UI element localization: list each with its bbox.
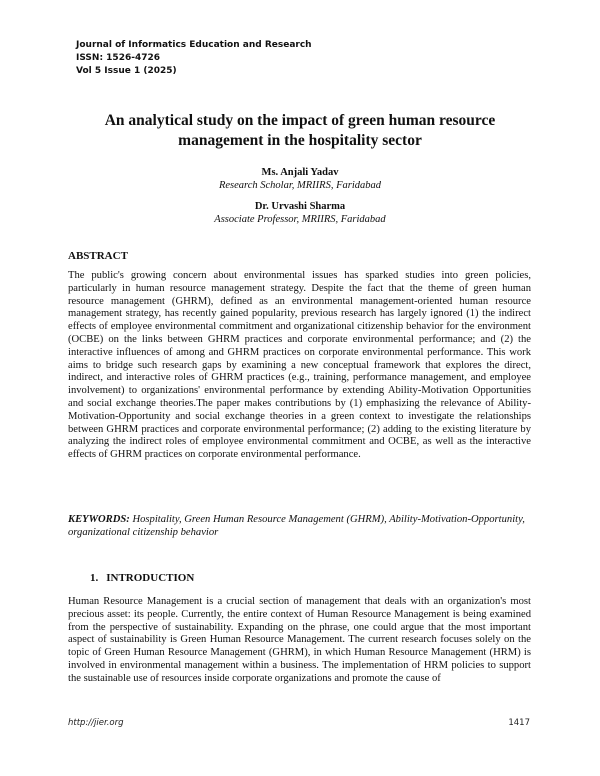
- author-affiliation: Associate Professor, MRIIRS, Faridabad: [214, 214, 386, 225]
- footer-url-link[interactable]: http://jier.org: [68, 718, 124, 728]
- paper-title: [60, 111, 540, 151]
- section-title: INTRODUCTION: [106, 572, 195, 584]
- author-block: [60, 200, 540, 226]
- paper-title-line-1: An analytical study on the impact of green human resource: [104, 112, 496, 129]
- journal-header: [76, 39, 312, 78]
- paper-title-line-2: management in the hospitality sector: [178, 132, 422, 149]
- author-affiliation: Research Scholar, MRIIRS, Faridabad: [218, 180, 382, 191]
- introduction-heading: [90, 572, 194, 584]
- keywords-label: KEYWORDS:: [68, 514, 130, 525]
- journal-issn: ISSN: 1526-4726: [76, 53, 161, 63]
- abstract-text: The public's growing concern about environmental issues has sparked studies into green policies, particularly in human resource management strategy. Despite the fact that the theme of green human resource management (GHRM), defined as an environmental management-oriented human resource management strategy, has recently gained popularity, previous research has largely ignored (1) the indirect effects of employee environmental commitment and organizational citizenship behavior for the environment (OCBE) on the links between GHRM practices and corporate environmental performance; and (2) the interactive influences of among and GHRM practices on corporate environmental performance. This work aims to bridge such research gaps by examining a new conceptual framework that explores the direct, indirect, and interactive roles of GHRM practices (e.g., training, performance management, and employee involvement) to organizations' environmental performance by extending Ability-Motivation Opportunities and social exchange theories.The paper makes contributions by (1) emphasizing the relevance of Ability-Motivation-Opportunity and social exchange theories in a green context to investigate the relationships between GHRM practices and corporate environmental performance; (2) adding to the existing literature by analyzing the indirect roles of employee environmental commitment and OCBE, as well as the interactive effects of GHRM practices on corporate environmental performance.: [68, 270, 531, 461]
- journal-name: Journal of Informatics Education and Research: [76, 40, 312, 50]
- author-block: [60, 166, 540, 192]
- introduction-text: Human Resource Management is a crucial section of management that deals with an organization's most precious asset: its people. Currently, the entire context of Human Resource Management is being examined from the perspective of sustainability. Expanding on the phrase, one could argue that the most important aspect of sustainability is Green Human Resource Management. The current research focuses solely on the topic of Green Human Resource Management (GHRM), in which Human Resource Management (HRM) is involved in environmental management within a business. The implementation of HRM policies to support the sustainable use of resources inside corporate organizations and promote the cause of: [68, 596, 531, 684]
- keywords-paragraph: [68, 513, 531, 539]
- section-number: 1.: [90, 572, 99, 584]
- keywords-text: Hospitality, Green Human Resource Management (GHRM), Ability-Motivation-Opportunity, organizational citizenship behavior: [68, 514, 525, 538]
- journal-volume: Vol 5 Issue 1 (2025): [76, 66, 177, 76]
- author-name: Ms. Anjali Yadav: [261, 167, 339, 178]
- abstract-heading: ABSTRACT: [68, 250, 128, 262]
- page-number: 1417: [508, 718, 530, 728]
- author-name: Dr. Urvashi Sharma: [254, 201, 346, 212]
